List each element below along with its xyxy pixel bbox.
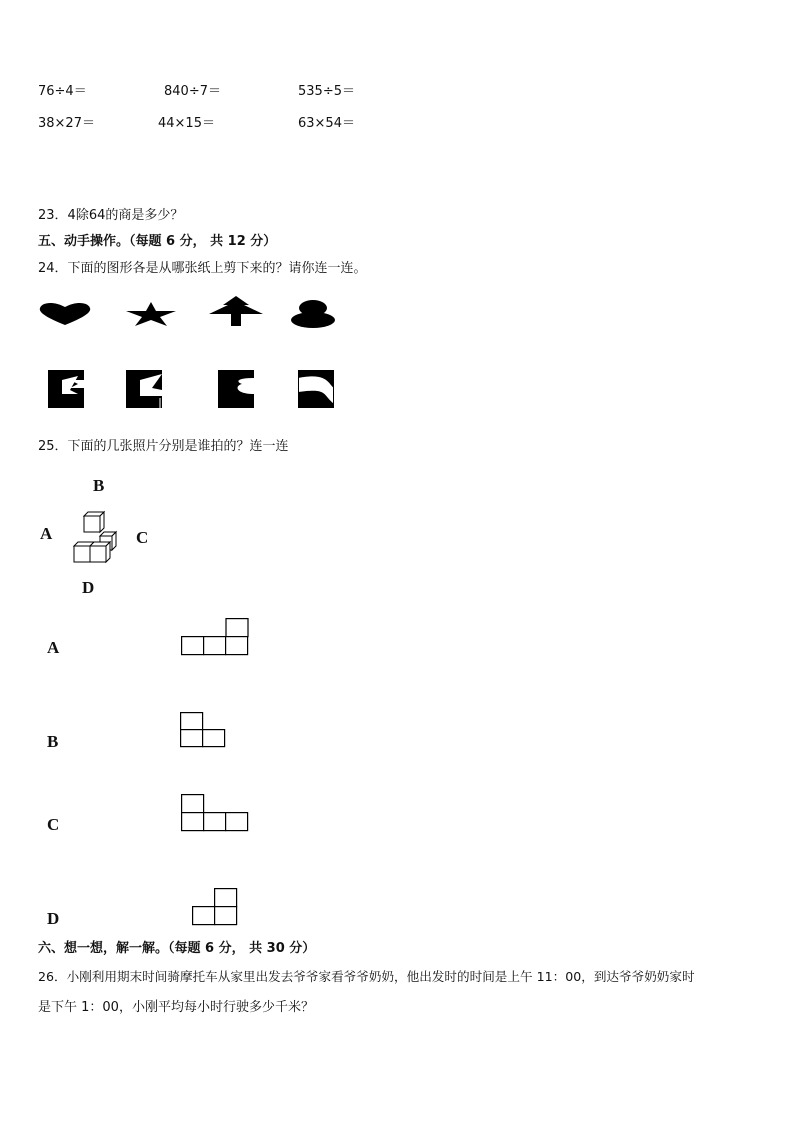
paper-piece-1: [48, 370, 84, 408]
observer-label-b: B: [93, 476, 105, 495]
photo-label-a: A: [47, 638, 60, 657]
photo-d-view: [192, 888, 238, 926]
section-5-heading: 五、动手操作。（每题 6 分， 共 12 分）: [38, 234, 277, 249]
paper-piece-3: [218, 370, 254, 408]
star-shape: [125, 302, 177, 326]
calc-38-mul-27: 38×27＝: [38, 116, 95, 131]
paper-piece-2: [126, 370, 162, 408]
photo-label-c: C: [47, 815, 60, 834]
heart-shape: [38, 302, 92, 326]
photo-b-view: [180, 712, 226, 748]
calc-44-mul-15: 44×15＝: [158, 116, 215, 131]
calc-840-div-7: 840÷7＝: [164, 84, 221, 99]
question-25: 25．下面的几张照片分别是谁拍的？连一连: [38, 439, 289, 454]
section-6-heading: 六、想一想，解一解。（每题 6 分， 共 30 分）: [38, 941, 316, 956]
calc-535-div-5: 535÷5＝: [298, 84, 355, 99]
observer-label-d: D: [82, 578, 95, 597]
calc-63-mul-54: 63×54＝: [298, 116, 355, 131]
calc-76-div-4: 76÷4＝: [38, 84, 87, 99]
arrow-shape: [209, 296, 263, 326]
mushroom-shape: [290, 300, 336, 328]
paper-piece-4: [298, 370, 334, 408]
photo-label-b: B: [47, 732, 59, 751]
question-24: 24．下面的图形各是从哪张纸上剪下来的？请你连一连。: [38, 261, 367, 276]
photo-a-view: [181, 618, 249, 656]
question-26-line-1: 26．小刚利用期末时间骑摩托车从家里出发去爷爷家看爷爷奶奶，他出发时的时间是上午 11：00，到达爷爷奶奶家时: [38, 969, 695, 984]
question-23: 23．4除64的商是多少？: [38, 208, 184, 223]
observer-label-a: A: [40, 524, 53, 543]
photo-label-d: D: [47, 909, 60, 928]
photo-c-view: [181, 794, 251, 832]
cube-stack-drawing: [72, 512, 120, 564]
observer-label-c: C: [136, 528, 149, 547]
question-26-line-2: 是下午 1：00，小刚平均每小时行驶多少千米？: [38, 1000, 314, 1015]
